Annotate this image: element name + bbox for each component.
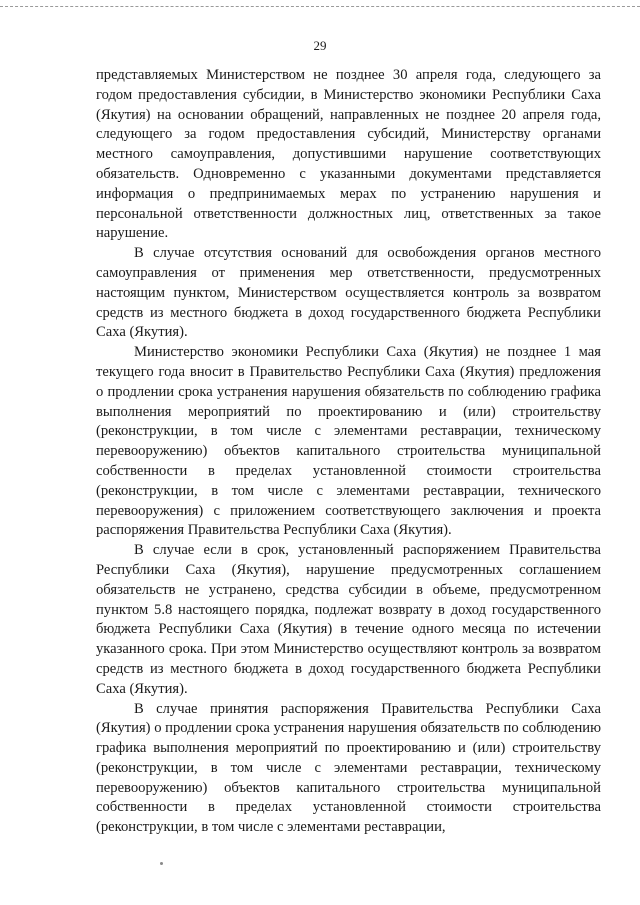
paragraph: Министерство экономики Республики Саха (Якутия) не позднее 1 мая текущего года вносит в Правительство Республики Саха (Якутия) предложения о продлении срока устранения нарушения обязательств по соблюдению графика выполнения мероприятий по проектированию и (или) строительству (реконструкции, в том числе с элементами реставрации, техническому перевооружению) объектов капитального строительства муниципальной собственности в пределах установленной стоимости строительства (реконструкции, в том числе с элементами реставрации, технического перевооружения) с приложением соответствующего заключения и проекта распоряжения Правительства Республики Саха (Якутия). [96,344,601,539]
page-number: 29 [313,38,327,53]
paragraph: В случае отсутствия оснований для освобождения органов местного самоуправления от применения мер ответственности, предусмотренных настоящим пунктом, Министерством осуществляется контроль за возвратом средств из местного бюджета в доход государственного бюджета Республики Саха (Якутия). [96,245,601,341]
scan-speck [160,862,163,865]
paragraph: В случае принятия распоряжения Правительства Республики Саха (Якутия) о продлении срока устранения нарушения обязательств по соблюдению графика выполнения мероприятий по проектированию и (или) строительству (реконструкции, в том числе с элементами реставрации, техническому перевооружению) объектов капитального строительства муниципальной собственности в пределах установленной стоимости строительства (реконструкции, в том числе с элементами реставрации, [96,700,601,836]
paragraph-continuation: представляемых Министерством не позднее 30 апреля года, следующего за годом предоставления субсидии, в Министерство экономики Республики Саха (Якутия) на основании обращений, направленных не позднее 20 апреля года, следующего за годом предоставления субсидий, Министерству органами местного самоуправления, допустившими нарушение соответствующих обязательств. Одновременно с указанными документами представляется информация о предпринимаемых мерах по устранению нарушения и персональной ответственности должностных лиц, ответственных за такое нарушение. [96,67,601,242]
document-body [96,66,601,838]
scan-top-border [0,6,640,7]
paragraph: В случае если в срок, установленный распоряжением Правительства Республики Саха (Якутия), нарушение предусмотренных соглашением обязательств не устранено, средства субсидии в объеме, предусмотренном пунктом 5.8 настоящего порядка, подлежат возврату в доход государственного бюджета Республики Саха (Якутия) в течение одного месяца по истечении указанного срока. При этом Министерство осуществляют контроль за возвратом средств из местного бюджета в доход государственного бюджета Республики Саха (Якутия). [96,542,601,697]
